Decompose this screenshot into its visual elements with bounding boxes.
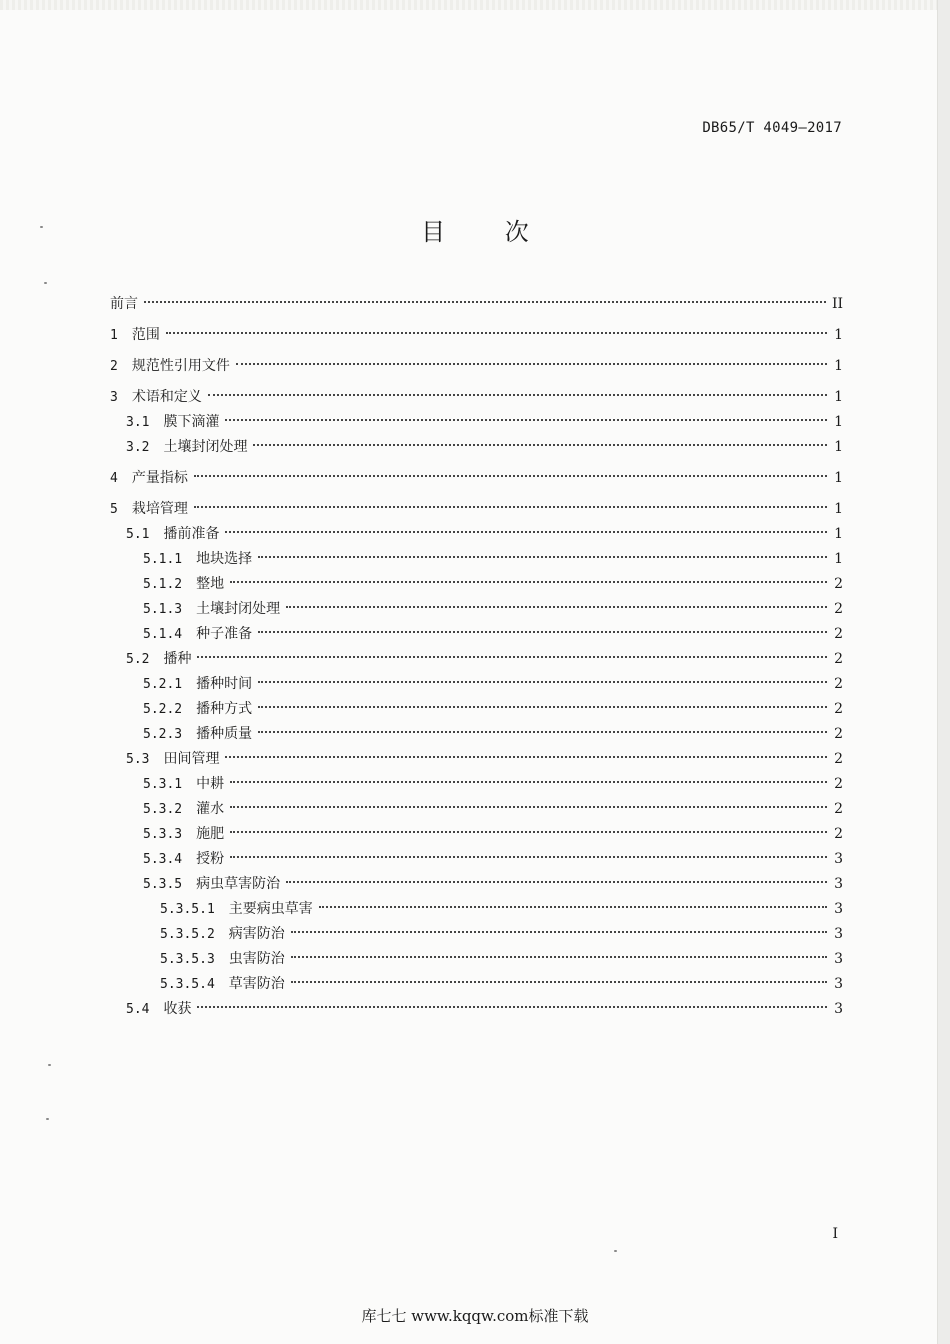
dot-leader [258,631,827,633]
toc-entry-number: 5.1.4 [143,627,183,642]
toc-entry [110,697,843,722]
toc-entry-page: 2 [834,626,843,642]
footer-watermark: 库七七 www.kqqw.com标准下载 [361,1307,589,1325]
toc-entry-page: 2 [834,676,843,692]
toc-entry-page: 1 [834,526,843,542]
toc-entry-label: 灌水 [196,801,225,817]
toc-entry-number: 2 [110,359,118,374]
toc-entry-number: 5.1.2 [143,577,183,592]
toc-entry-label: 土壤封闭处理 [163,439,248,455]
table-of-contents [110,292,843,1022]
toc-entry-number: 5.2.3 [143,727,183,742]
toc-entry-label: 草害防治 [228,976,285,992]
toc-entry-label: 授粉 [196,851,225,867]
toc-entry-label: 膜下滴灌 [163,414,220,430]
dot-leader [258,731,827,733]
toc-entry-label: 播种时间 [196,676,253,692]
dot-leader [253,444,827,446]
toc-entry-number: 5.3.5.3 [160,952,215,967]
toc-entry-page: 1 [834,501,843,517]
toc-entry-page: 2 [834,776,843,792]
toc-entry-number: 5.3.2 [143,802,183,817]
toc-entry-label: 整地 [196,576,225,592]
toc-entry-number: 3.2 [126,440,150,455]
toc-entry-label: 栽培管理 [131,501,188,517]
dot-leader [144,301,826,303]
toc-entry-number: 5 [110,502,118,517]
toc-entry-label: 规范性引用文件 [131,358,230,374]
dot-leader [286,606,827,608]
toc-entry-label: 产量指标 [131,470,188,486]
toc-entry [110,323,843,348]
page-title: 目 次 [421,218,555,246]
scan-speck [40,226,43,228]
dot-leader [236,363,827,365]
dot-leader [208,394,827,396]
toc-entry [110,622,843,647]
toc-entry-label: 播前准备 [163,526,220,542]
toc-entry-number: 5.3.5 [143,877,183,892]
toc-entry-label: 病害防治 [228,926,285,942]
toc-entry [110,522,843,547]
dot-leader [291,956,827,958]
dot-leader [291,981,827,983]
toc-entry-page: 2 [834,801,843,817]
toc-entry-page: 2 [834,576,843,592]
toc-entry-number: 4 [110,471,118,486]
dot-leader [291,931,827,933]
dot-leader [230,806,827,808]
toc-entry-number: 1 [110,328,118,343]
toc-entry-page: 2 [834,751,843,767]
toc-entry-label: 病虫草害防治 [196,876,281,892]
toc-entry-number: 5.3.1 [143,777,183,792]
dot-leader [230,781,827,783]
dot-leader [197,1006,827,1008]
dot-leader [230,581,827,583]
toc-entry-label: 虫害防治 [228,951,285,967]
toc-entry [110,972,843,997]
dot-leader [225,531,827,533]
toc-entry-page: 1 [834,414,843,430]
toc-entry [110,897,843,922]
toc-entry-page: 1 [834,389,843,405]
toc-entry-page: 3 [834,976,843,992]
scan-speck [614,1250,617,1252]
toc-entry-page: 1 [834,551,843,567]
toc-entry-number: 3 [110,390,118,405]
dot-leader [225,419,827,421]
toc-entry-number: 5.2.1 [143,677,183,692]
toc-entry [110,822,843,847]
toc-entry-page: 3 [834,901,843,917]
toc-entry-number: 5.3.3 [143,827,183,842]
toc-entry-number: 5.1.1 [143,552,183,567]
toc-entry-page: 1 [834,470,843,486]
scan-edge-top [0,0,950,10]
toc-entry [110,872,843,897]
toc-entry-number: 5.2.2 [143,702,183,717]
dot-leader [197,656,827,658]
dot-leader [319,906,827,908]
toc-entry [110,572,843,597]
toc-entry [110,410,843,435]
toc-entry-number: 5.3.4 [143,852,183,867]
toc-entry [110,847,843,872]
toc-entry [110,354,843,379]
toc-entry-label: 播种 [163,651,192,667]
toc-entry [110,466,843,491]
toc-entry [110,597,843,622]
toc-entry-number: 5.2 [126,652,150,667]
document-code: DB65/T 4049—2017 [702,120,842,136]
toc-entry-label: 前言 [110,296,138,312]
toc-entry [110,672,843,697]
toc-entry [110,772,843,797]
dot-leader [166,332,827,334]
toc-entry-label: 播种质量 [196,726,253,742]
scan-speck [44,282,47,284]
toc-entry-number: 5.1 [126,527,150,542]
dot-leader [230,856,827,858]
dot-leader [230,831,827,833]
toc-entry-page: 2 [834,826,843,842]
page-number: I [832,1226,838,1242]
toc-entry-label: 中耕 [196,776,225,792]
toc-entry-number: 5.3.5.1 [160,902,215,917]
dot-leader [194,475,827,477]
toc-entry [110,722,843,747]
toc-entry [110,647,843,672]
dot-leader [258,681,827,683]
toc-entry-page: 2 [834,601,843,617]
toc-entry-page: 3 [834,851,843,867]
dot-leader [286,881,827,883]
toc-entry-page: 2 [834,651,843,667]
toc-entry-number: 5.1.3 [143,602,183,617]
toc-entry-number: 5.3.5.4 [160,977,215,992]
scan-edge-right [937,0,950,1344]
dot-leader [258,706,827,708]
toc-entry-page: 3 [834,951,843,967]
toc-entry-number: 3.1 [126,415,150,430]
toc-entry-page: 3 [834,876,843,892]
toc-entry-page: 2 [834,726,843,742]
toc-entry [110,997,843,1022]
toc-entry-label: 范围 [131,327,160,343]
toc-entry-page: 3 [834,926,843,942]
toc-entry [110,547,843,572]
toc-entry [110,292,843,317]
toc-entry-number: 5.3.5.2 [160,927,215,942]
toc-entry-label: 田间管理 [163,751,220,767]
toc-entry-label: 土壤封闭处理 [196,601,281,617]
toc-entry [110,435,843,460]
toc-entry-number: 5.3 [126,752,150,767]
toc-entry-label: 主要病虫草害 [228,901,313,917]
toc-entry-page: 1 [834,358,843,374]
toc-entry-label: 播种方式 [196,701,253,717]
dot-leader [258,556,827,558]
dot-leader [194,506,827,508]
toc-entry-number: 5.4 [126,1002,150,1017]
scan-speck [46,1118,49,1120]
toc-entry-label: 地块选择 [196,551,253,567]
toc-entry [110,497,843,522]
toc-entry-label: 收获 [163,1001,192,1017]
toc-entry-label: 施肥 [196,826,225,842]
toc-entry-page: II [831,296,843,312]
toc-entry-label: 术语和定义 [131,389,202,405]
dot-leader [225,756,827,758]
toc-entry [110,922,843,947]
toc-entry [110,747,843,772]
toc-entry [110,385,843,410]
toc-entry [110,797,843,822]
toc-entry-page: 2 [834,701,843,717]
toc-entry-page: 3 [834,1001,843,1017]
toc-entry [110,947,843,972]
toc-entry-page: 1 [834,327,843,343]
toc-entry-page: 1 [834,439,843,455]
scan-speck [48,1064,51,1066]
toc-entry-label: 种子准备 [196,626,253,642]
